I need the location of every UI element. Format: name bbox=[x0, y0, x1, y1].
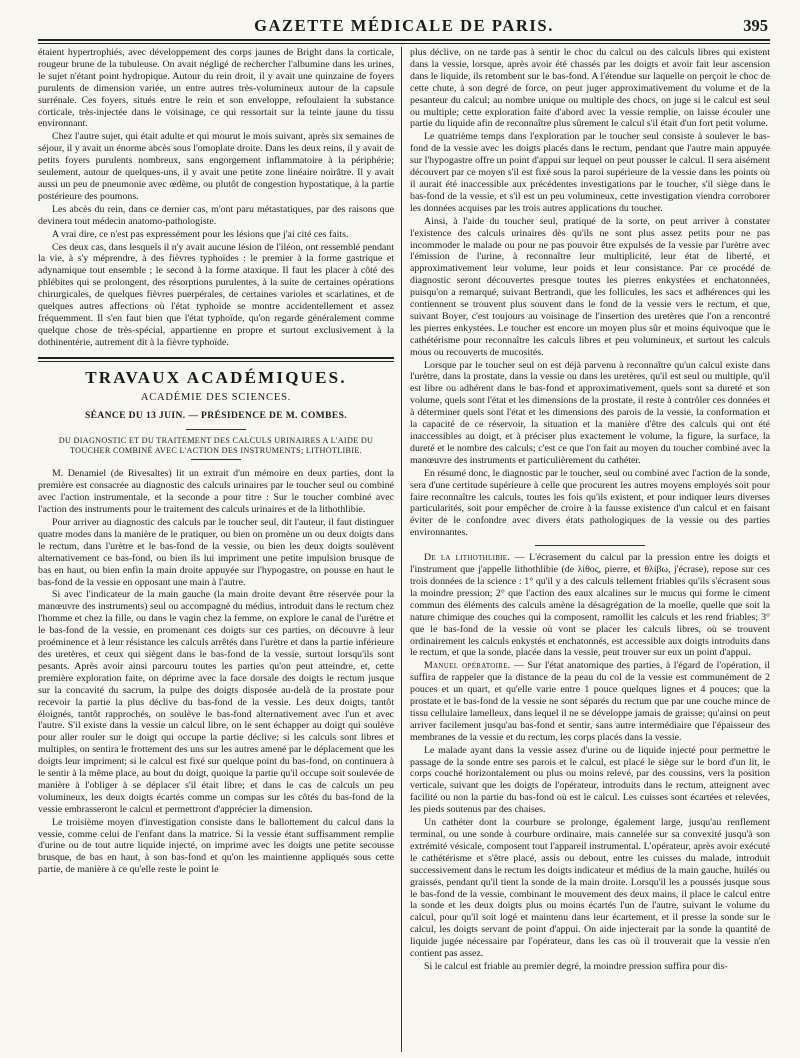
divider bbox=[191, 459, 241, 460]
paragraph: Un cathéter dont la courbure se prolonge, également large, jusqu'au renflement terminal, ou une sonde à courbure ordinaire, mais cannelée sur sa convexité jusqu'à son extrémité vésicale, composent tout l'appareil instrumental. L'opérateur, après avoir exécuté le cathétérisme et s'être placé, assis ou debout, entre les cuisses du malade, introduit successivement dans le rectum les doigts indicateur et médius de la main gauche, huilés ou graissés, pendant qu'il tient la sonde de la main droite. Lorsqu'il les a poussés jusque sous le bas-fond de la vessie, combinant le mouvement des deux mains, il place le calcul entre la sonde et les deux doigts plus ou moins écartés l'un de l'autre, suivant le volume du calcul, pour qu'il soit logé et maintenu dans leur écartement, et il presse la sonde sur le calcul, les doigts servant de point d'appui. On aide injecterait par la sonde la quantité de liquide jugée nécessaire par l'opérateur, dans les cas où il trouverait que la vessie n'en contient pas assez. bbox=[410, 817, 770, 960]
paragraph: Le malade ayant dans la vessie assez d'urine ou de liquide injecté pour permettre le passage de la sonde entre ses parois et le calcul, est placé le siège sur le bord d'un lit, le corps couché horizontalement ou plus ou moins relevé, par des coussins, vers la position verticale, suivant que les doigts de l'opérateur, introduits dans le rectum, atteignent avec facilité ou non la partie du bas-fond où est le calcul. Les cuisses sont écartées et relevées, les pieds soutenus par des chaises. bbox=[410, 744, 770, 816]
paragraph: M. Denamiel (de Rivesaltes) lit un extrait d'un mémoire en deux parties, dont la première est consacrée au diagnostic des calculs urinaires par le toucher seul ou combiné avec l'action instrumentale, et la seconde a pour titre : Sur le toucher combiné avec l'action des instruments pour le traitement des calculs urinaires et de la lithothlibie. bbox=[38, 468, 394, 516]
session-heading: SÉANCE DU 13 JUIN. — PRÉSIDENCE DE M. COMBES. bbox=[84, 411, 348, 422]
divider bbox=[186, 429, 246, 430]
paragraph: Les abcès du rein, dans ce dernier cas, m'ont paru métastatiques, par des raisons que devinera tout médecin anatomo-pathologiste. bbox=[38, 203, 394, 227]
paragraph-text: — L'écrasement du calcul par la pression entre les doigts et l'instrument que j'appelle lithothlibie (de λίθος, pierre, et θλίβω, j'écrase), repose sur ces trois données de la science : 1° qu'il y a des calculs tellement friables qu'ils s'écrasent sous la moindre pression; 2° que l'action des eaux alcalines sur le mucus qui forme le ciment commun des éléments des calculs amène la désagrégation de la moelle, quelle que soit la nature chimique des couches qui la composent, ramollit les calculs et les rend friables; 3° que le bas-fond de la vessie où vont se placer les calculs libres, où se trouvent ordinairement les calculs enkystés et enchatonnés, est accessible aux doigts introduits dans le rectum, et que la sonde, placée dans la vessie, peut trouver sur eux un point d'appui. bbox=[410, 552, 770, 659]
paragraph: Chez l'autre sujet, qui était adulte et qui mourut le mois suivant, après six semaines de séjour, il y avait un énorme abcès sous l'omoplate droite. Dans les deux reins, il y avait de petits foyers purulents nombreux, sans engorgement inflammatoire à la périphérie; seulement, autour de quelques-uns, il y avait une petite zone linéaire noirâtre. Il y avait aussi un peu de pneumonie avec œdème, ou plutôt de congestion hypostatique, à la partie postérieure des poumons. bbox=[38, 131, 394, 202]
section-title: TRAVAUX ACADÉMIQUES. bbox=[85, 367, 347, 387]
article-title: DU DIAGNOSTIC ET DU TRAITEMENT DES CALCULS URINAIRES A L'AIDE DU TOUCHER COMBINÉ AVEC L'ACTION DES INSTRUMENTS; LITHOTLIBIE. bbox=[58, 436, 374, 456]
paragraph-text: — Sur l'état anatomique des parties, à l'égard de l'opération, il suffira de rappeler que la distance de la peau du col de la vessie est communément de 2 pouces et un quart, et qu'elle varie entre 1 pouce quelques lignes et 4 pouces; que la prostate et le bas-fond de la vessie ne sont séparés du rectum que par une couche mince de tissu cellulaire lamelleux, dans lequel il ne se développe jamais de graisse; qu'ainsi on peut arriver facilement jusqu'au bas-fond et sentir, sans autre intermédiaire que l'épaisseur des membranes de la vessie et du rectum, les corps placés dans la vessie. bbox=[410, 660, 770, 743]
paragraph: Le troisième moyen d'investigation consiste dans le ballottement du calcul dans la vessie, comme celui de l'enfant dans la matrice. Si la vessie étant suffisamment remplie d'urine ou de tout autre liquide injecté, on imprime avec les doigts une petite secousse brusque, de bas en haut, à son bas-fond et qu'on les maintienne appliqués sous cette partie, de manière à ce qu'elle reste le point le bbox=[38, 816, 394, 876]
paragraph: Si avec l'indicateur de la main gauche (la main droite devant être réservée pour la manœuvre des instruments) seul ou accompagné du médius, introduit dans le rectum chez l'homme et chez la fille, ou dans le vagin chez la femme, on explore le canal de l'urètre et le bas-fond de la vessie, en promenant ces doigts sur ces parties, on découvre à leur proéminence et à leur résistance les calculs arrêtés dans l'urètre et dans la partie inférieure des uretères, et ceux qui siègent dans le bas-fond de la vessie, surtout lorsqu'ils sont pesants. Après avoir ainsi parcouru toutes les parties qu'on peut atteindre, et, cette première exploration faite, on déprime avec la face dorsale des doigts le rectum jusque sur la concavité du sacrum, la pulpe des doigts disposée au-delà de la prostate pour recevoir la partie la plus déclive du bas-fond de la vessie. Les deux doigts, tantôt éloignés, tantôt rapprochés, on soulève le bas-fond alternativement avec l'un et avec l'autre. S'il existe dans la vessie un calcul libre, on le sent échapper au doigt qui soulève pour aller rouler sur le doigt qui occupe la partie déclive; si les calculs sont libres et multiples, on sentira le frottement des uns sur les autres amené par le déplacement que les doigts leur impriment; si le calcul est fixé sur quelque point du bas-fond, on continuera à le sentir à la même place, au bout du doigt, quoique la partie qu'il occupe soit soulevée de manière à l'obliger à se déplacer s'il était libre; et dans le cas de calculs un peu volumineux, les deux doigts écartés comme un compas sur les côtés du bas-fond de la vessie embrasseront le calcul et permettront d'apprécier la dimension. bbox=[38, 589, 394, 815]
paragraph: Lorsque par le toucher seul on est déjà parvenu à reconnaître qu'un calcul existe dans l'urètre, dans la prostate, dans la vessie ou dans les uretères, qu'il est seul ou multiple, qu'il est libre ou adhérent dans le bas-fond et approximativement, quels sont sa dureté et son volume, quels sont l'état et les dimensions de la prostate, il reste à contrôler ces données et à déterminer quels sont l'état et les dimensions des parois de la vessie, la conformation et la capacité de ce réservoir, la situation et la manière d'être des calculs qui ont été inaccessibles au doigt, et à préciser plus exactement le volume, la figure, la surface, la dureté et le nombre des calculs; c'est ce que l'on fait au moyen du toucher combiné avec la manœuvre des instruments et particulièrement du cathéter. bbox=[410, 359, 770, 466]
header-rule bbox=[38, 39, 770, 41]
subsection-label: De la lithothlibie. bbox=[424, 552, 511, 564]
paragraph: Ainsi, à l'aide du toucher seul, pratiqué de la sorte, on peut arriver à constater l'existence des calculs urinaires dès qu'ils ne sont plus assez petits pour ne pas incommoder le malade ou pour ne pas pouvoir être expulsés de la vessie par l'urètre avec l'émission de l'urine, à reconnaître leur multiplicité, leur état de liberté, et approximativement leur volume, leur poids et leur consistance. Par ce procédé de diagnostic seront découvertes presque toutes les pierres enkystées et enchatonnées, puisqu'on a remarqué, suivant Bertrandi, que les follicules, les sacs et adhérences qui les contiennent se trouvent plus souvent dans le fond de la vessie vers le rectum, et que, suivant Boyer, c'est toujours au voisinage de l'insertion des uretères que l'on a rencontré les pierres enkystées. Le toucher est encore un moyen plus sûr et moins équivoque que le cathétérisme pour reconnaître les calculs libres et peu volumineux, et surtout les calculs mous ou recouverts de mucosités. bbox=[410, 215, 770, 358]
paragraph: En résumé donc, le diagnostic par le toucher, seul ou combiné avec l'action de la sonde, sera d'une certitude supérieure à celle que procurent les autres moyens employés soit pour faire reconnaître les calculs, toutes les fois qu'ils existent, et pour indiquer leurs diverses particularités, soit pour empêcher de croire à la fausse existence d'un calcul et en faisant éviter de le confondre avec divers états pathologiques de la vessie ou des parties environnantes. bbox=[410, 467, 770, 539]
page-number: 395 bbox=[743, 16, 768, 35]
paragraph bbox=[410, 552, 770, 659]
paragraph: étaient hypertrophiés, avec développement des corps jaunes de Bright dans la corticale, rougeur brune de la tubuleuse. On avait négligé de rechercher l'albumine dans les urines, le sujet n'étant point hydropique. Autour du rein droit, il y avait une quinzaine de foyers purulents de dimension variée, un entre autres très-volumineux autour de la capsule surrénale. Ces foyers, situés entre le rein et son enveloppe, refoulaient la substance corticale, très-injectée dans le voisinage, ce qui ressortait sur la teinte jaune du tissu environnant. bbox=[38, 47, 394, 130]
journal-title: GAZETTE MÉDICALE DE PARIS. bbox=[254, 16, 554, 35]
paragraph: Pour arriver au diagnostic des calculs par le toucher seul, dit l'auteur, il faut distinguer quatre modes dans la manière de le pratiquer, ou bien on promène un ou deux doigts dans le rectum, dans l'urètre et le bas-fond de la vessie, ou bien les deux doigts soulèvent alternativement ce bas-fond, ou bien ils lui impriment une petite impulsion brusque de bas en haut, ou bien enfin la main droite appuyée sur l'hypogastre, on pousse en haut le bas-fond de la vessie en opposant une main à l'autre. bbox=[38, 517, 394, 588]
paragraph: A vrai dire, ce n'est pas expressément pour les lésions que j'ai cité ces faits. bbox=[52, 228, 349, 240]
left-column bbox=[38, 47, 394, 1052]
right-column bbox=[410, 47, 770, 1052]
page-header bbox=[38, 14, 770, 38]
section-rule bbox=[38, 357, 394, 359]
paragraph: plus déclive, on ne tarde pas à sentir le choc du calcul ou des calculs libres qui existent dans la vessie, lorsque, après avoir été chassés par les doigts et avoir fait leur ascension dans le liquide, ils retombent sur le bas-fond. A l'étendue sur laquelle on perçoit le choc de cette chute, à son degré de force, on peut juger approximativement du volume et de la pesanteur du calcul; au nombre unique ou multiple des chocs, on juge si le calcul est seul ou multiple; cette exploration faite d'abord avec la vessie remplie, on laisse écouler une partie du liquide afin de reconnaître plus sûrement le calcul s'il était d'un fort petit volume. bbox=[410, 47, 770, 130]
academy-title: ACADÉMIE DES SCIENCES. bbox=[140, 391, 292, 403]
divider bbox=[535, 545, 645, 546]
section-rule-thin bbox=[38, 361, 394, 362]
paragraph: Ces deux cas, dans lesquels il n'y avait aucune lésion de l'iléon, ont ressemblé pendant la vie, à s'y méprendre, à des fièvres typhoïdes : le premier à la forme gastrique et adynamique tout ensemble ; le second à la forme ataxique. Il faut les placer à côté des phlébites qui se prolongent, des résorptions purulentes, à la suite de certaines opérations chirurgicales, de quelques fièvres puerpérales, de certaines varioles et scarlatines, et de quelques autres affections où l'état typhoïde se montre accidentellement et assez fréquemment. Il s'en faut bien que l'état typhoïde, qu'on regarde généralement comme quelque chose de très-spécial, appartienne en propre et surtout exclusivement à la dothinentérie, autrement dit à la fièvre typhoïde. bbox=[38, 241, 394, 348]
paragraph bbox=[410, 660, 770, 743]
header-rule-thin bbox=[38, 43, 770, 44]
subsection-label: Manuel opératoire. bbox=[424, 660, 511, 672]
paragraph: Si le calcul est friable au premier degré, la moindre pression suffira pour dis- bbox=[424, 960, 728, 972]
paragraph: Le quatrième temps dans l'exploration par le toucher seul consiste à soulever le bas-fond de la vessie avec les doigts placés dans le rectum, pendant que l'autre main appuyée sur l'hypogastre offre un point d'appui sur lequel on peut pousser le calcul. Il sera aisément découvert par ce moyen s'il est fixé sous la paroi supérieure de la vessie dans les points où il aurait été inaccessible aux précédentes investigations par le toucher, s'il siège dans le bas-fond de la vessie, et s'il est un peu volumineux, cette investigation viendra corroborer les données acquises par les trois autres applications du toucher. bbox=[410, 131, 770, 214]
column-divider bbox=[401, 47, 402, 1052]
